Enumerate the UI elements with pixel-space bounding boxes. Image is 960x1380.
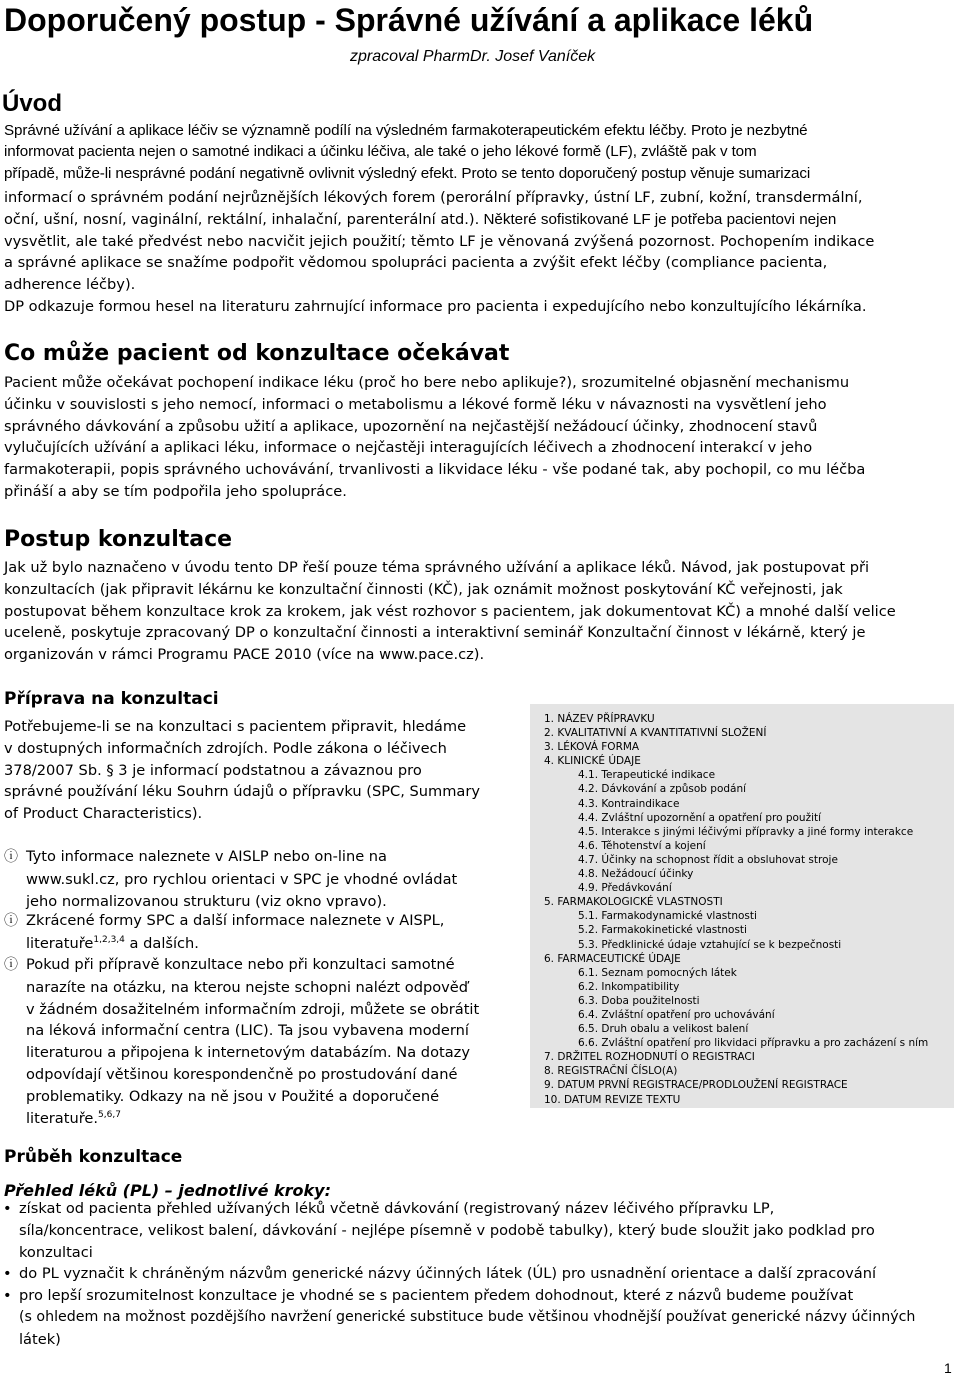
info-note-1: [4, 846, 524, 912]
heading-course: Průběh konzultace: [4, 1147, 183, 1167]
paragraph-line: správné používání léku Souhrn údajů o přípravku (SPC, Summary: [4, 783, 481, 801]
list-item-line: (s ohledem na možnost pozdějšího navržení generické substituce bude většinou vhodnější používat generické názvy účinných: [19, 1308, 916, 1325]
paragraph-line: jeho normalizovanou strukturu (viz okno vpravo).: [26, 892, 387, 910]
process-paragraph: [4, 557, 960, 666]
paragraph-line: účinku v souvislosti s jeho nemocí, informaci o metabolismu a lékové formě léku v návaznosti na vysvětlení jeho: [4, 395, 827, 413]
subheading-drug-overview: Přehled léků (PL) – jednotlivé kroky:: [4, 1181, 331, 1200]
intro-paragraph: [4, 120, 960, 184]
paragraph-line: literaturou a připojena k internetovým databázím. Na dotazy: [26, 1044, 470, 1062]
intro-line: případě, může-li nesprávné podání negativně ovlivnit výsledný efekt. Proto se tento doporučený postup věnuje sumarizaci: [4, 164, 811, 182]
paragraph-line: přináší a aby se tím podpořila jeho spolupráce.: [4, 482, 347, 500]
spc-section-item: 4.3. Kontraindikace: [578, 797, 680, 810]
paragraph-line: www.sukl.cz, pro rychlou orientaci v SPC je vhodné ovládat: [26, 870, 458, 888]
spc-section-item: 3. LÉKOVÁ FORMA: [544, 741, 640, 754]
paragraph-line: postupovat během konzultace krok za krokem, jak vést rozhovor s pacientem, jak dokumentovat KČ) a mnohé další velice: [4, 602, 896, 620]
paragraph-line: Pacient může očekávat pochopení indikace léku (proč ho bere nebo aplikuje?), srozumitelné objasnění mechanismu: [4, 374, 850, 391]
heading-expectations: Co může pacient od konzultace očekávat: [4, 341, 510, 366]
paragraph-line: ⓘ Tyto informace naleznete v AISLP nebo on-line na: [4, 846, 524, 869]
expectations-paragraph: [4, 372, 960, 503]
paragraph-line: vylučujících užívání a aplikaci léku, informace o nejčastěji interagujících léčivech a zhodnocení interakcí v jeho: [4, 439, 813, 457]
intro-line: oční, ušní, nosní, vaginální, rektální, inhalační, parenterální atd.). Některé sofistikované LF je potřeba pacientovi nejen: [4, 210, 837, 228]
intro-line: informací o správném podání nejrůznějších lékových forem (perorální přípravky, ústní LF, zubní, kožní, transdermální,: [4, 189, 863, 206]
list-item: [0, 1263, 960, 1285]
paragraph-line: v dostupných informačních zdrojích. Podle zákona o léčivech: [4, 739, 447, 757]
spc-section-item: 4.9. Předávkování: [578, 882, 672, 895]
info-icon: ⓘ: [4, 849, 18, 865]
spc-section-item: 4.2. Dávkování a způsob podání: [578, 783, 747, 796]
paragraph-line: organizován v rámci Programu PACE 2010 (více na www.pace.cz).: [4, 646, 485, 664]
paragraph-line: problematiky. Odkazy na ně jsou v Použité a doporučené: [26, 1087, 440, 1105]
spc-section-item: 6.4. Zvláštní opatření pro uchovávání: [578, 1008, 775, 1021]
spc-section-item: 8. REGISTRAČNÍ ČÍSLO(A): [544, 1065, 678, 1078]
heading-process: Postup konzultace: [4, 527, 233, 552]
intro-line: Správné užívání a aplikace léčiv se významně podílí na výsledném farmakoterapeutickém efektu léčby. Proto je nezbytné: [4, 122, 808, 139]
spc-section-item: 1. NÁZEV PŘÍPRAVKU: [544, 713, 655, 725]
spc-section-item: 6. FARMACEUTICKÉ ÚDAJE: [544, 952, 681, 965]
paragraph-line: of Product Characteristics).: [4, 805, 203, 823]
paragraph-line: ⓘ Pokud při přípravě konzultace nebo při konzultaci samotné: [4, 954, 524, 977]
spc-section-item: 6.1. Seznam pomocných látek: [578, 966, 737, 979]
intro-line: vysvětlit, ale také předvést nebo nacvičit jejich použití; těmto LF je věnovaná zvýšená pozornost. Pochopením indikace: [4, 232, 875, 250]
paragraph-line: farmakoterapii, popis správného uchovávání, trvanlivosti a likvidace léku - vše podané tak, aby pochopil, co mu léčba: [4, 461, 866, 479]
paragraph-line: narazíte na otázku, na kterou nejste schopni nalézt odpověď: [26, 978, 469, 996]
intro-line: informovat pacienta nejen o samotné indikaci a účinku léčiva, ale také o jeho lékové formě (LF), zvláště pak v tom: [4, 143, 757, 161]
list-item-line: konzultaci: [19, 1243, 93, 1261]
spc-section-item: 4. KLINICKÉ ÚDAJE: [544, 755, 641, 768]
spc-section-item: 2. KVALITATIVNÍ A KVANTITATIVNÍ SLOŽENÍ: [544, 727, 767, 740]
bullet-icon: •: [3, 1287, 12, 1305]
list-item: [0, 1285, 960, 1350]
spc-section-item: 7. DRŽITEL ROZHODNUTÍ O REGISTRACI: [544, 1051, 755, 1064]
paragraph-line: uceleně, poskytuje zpracovaný DP o konzultační činnosti a interaktivní seminář Konzultační činnost v lékárně, který je: [4, 624, 866, 642]
paragraph-line: Potřebujeme-li se na konzultaci s pacientem připravit, hledáme: [4, 718, 467, 735]
list-item-line: získat od pacienta přehled užívaných léků včetně dávkování (registrovaný název léčivého přípravku LP,: [19, 1200, 775, 1217]
document-title: Doporučený postup - Správné užívání a aplikace léků: [4, 2, 814, 38]
paragraph-line: na léková informační centra (LIC). Ta jsou vybavena moderní: [26, 1022, 469, 1040]
intro-line: a správné aplikace se snažíme podpořit vědomou spolupráci pacienta a zvýšit efekt léčby (compliance pacienta,: [4, 254, 828, 272]
info-icon: ⓘ: [4, 957, 18, 973]
steps-list: [0, 1198, 960, 1351]
spc-section-item: 6.5. Druh obalu a velikost balení: [578, 1023, 749, 1036]
spc-section-item: 4.4. Zvláštní upozornění a opatření pro použití: [578, 811, 822, 824]
paragraph-line: literatuře$^{1,2,3,4}$ a dalších.: [26, 934, 199, 952]
spc-section-item: 4.8. Nežádoucí účinky: [578, 868, 694, 881]
author-line: zpracoval PharmDr. Josef Vaníček: [350, 48, 596, 65]
spc-section-item: 6.3. Doba použitelnosti: [578, 994, 700, 1007]
spc-section-item: 4.5. Interakce s jinými léčivými přípravky a jiné formy interakce: [578, 825, 914, 838]
intro-line: DP odkazuje formou hesel na literaturu zahrnující informace pro pacienta i expedujícího nebo konzultujícího lékárníka.: [4, 297, 867, 315]
paragraph-line: v žádném dosažitelném informačním zdroji, můžete se obrátit: [26, 1000, 480, 1018]
spc-structure-box: [530, 704, 954, 1108]
paragraph-line: odpovídají většinou korespondenčně po prostudování dané: [26, 1065, 458, 1083]
spc-section-item: 4.1. Terapeutické indikace: [578, 769, 716, 782]
info-note-2: [4, 910, 524, 955]
spc-section-item: 5.1. Farmakodynamické vlastnosti: [578, 910, 757, 923]
bullet-icon: •: [3, 1200, 12, 1217]
spc-section-item: 10. DATUM REVIZE TEXTU: [544, 1093, 681, 1106]
bullet-icon: •: [3, 1265, 12, 1283]
spc-section-item: 6.2. Inkompatibility: [578, 980, 680, 993]
spc-section-item: 5.2. Farmakokinetické vlastnosti: [578, 924, 747, 937]
page-number: 1: [944, 1360, 952, 1376]
spc-section-item: 5.3. Předklinické údaje vztahující se k bezpečnosti: [578, 938, 842, 951]
preparation-paragraph: [4, 716, 524, 825]
spc-section-item: 5. FARMAKOLOGICKÉ VLASTNOSTI: [544, 896, 723, 909]
info-note-3: [4, 954, 524, 1129]
paragraph-line: správného dávkování a způsobu užití a aplikace, upozornění na nejčastější nežádoucí účinky, zhodnocení stavů: [4, 417, 818, 435]
paragraph-line: ⓘ Zkrácené formy SPC a další informace naleznete v AISPL,: [4, 910, 524, 933]
spc-section-item: 4.6. Těhotenství a kojení: [578, 839, 706, 852]
list-item-line: síla/koncentrace, velikost balení, dávkování - nejlépe písemně v podobě tabulky), který bude sloužit jako podklad pro: [19, 1221, 875, 1239]
heading-preparation: Příprava na konzultaci: [4, 689, 219, 709]
paragraph-line: literatuře.$^{5,6,7}$: [26, 1109, 121, 1127]
spc-section-item: 9. DATUM PRVNÍ REGISTRACE/PRODLOUŽENÍ REGISTRACE: [544, 1079, 848, 1092]
list-item: [0, 1198, 960, 1263]
intro-paragraph-cont: [4, 187, 960, 318]
list-item-line: pro lepší srozumitelnost konzultace je vhodné se s pacientem předem dohodnout, které z názvů budeme používat: [19, 1287, 854, 1305]
intro-line: adherence léčby).: [4, 276, 136, 294]
heading-intro: Úvod: [2, 90, 62, 117]
list-item-line: látek): [19, 1330, 61, 1348]
paragraph-line: 378/2007 Sb. § 3 je informací podstatnou a závaznou pro: [4, 761, 422, 779]
paragraph-line: Jak už bylo naznačeno v úvodu tento DP řeší pouze téma správného užívání a aplikace léků. Návod, jak postupovat při: [4, 559, 870, 576]
paragraph-line: konzultacích (jak připravit lékárnu ke konzultační činnosti (KČ), jak oznámit možnost poskytování KČ veřejnosti, jak: [4, 580, 843, 598]
list-item-line: do PL vyznačit k chráněným názvům generické názvy účinných látek (ÚL) pro usnadnění orientace a další zpracování: [19, 1265, 877, 1283]
info-icon: ⓘ: [4, 913, 18, 929]
spc-section-item: 6.6. Zvláštní opatření pro likvidaci přípravku a pro zacházení s ním: [578, 1037, 929, 1050]
spc-section-item: 4.7. Účinky na schopnost řídit a obsluhovat stroje: [578, 853, 838, 866]
